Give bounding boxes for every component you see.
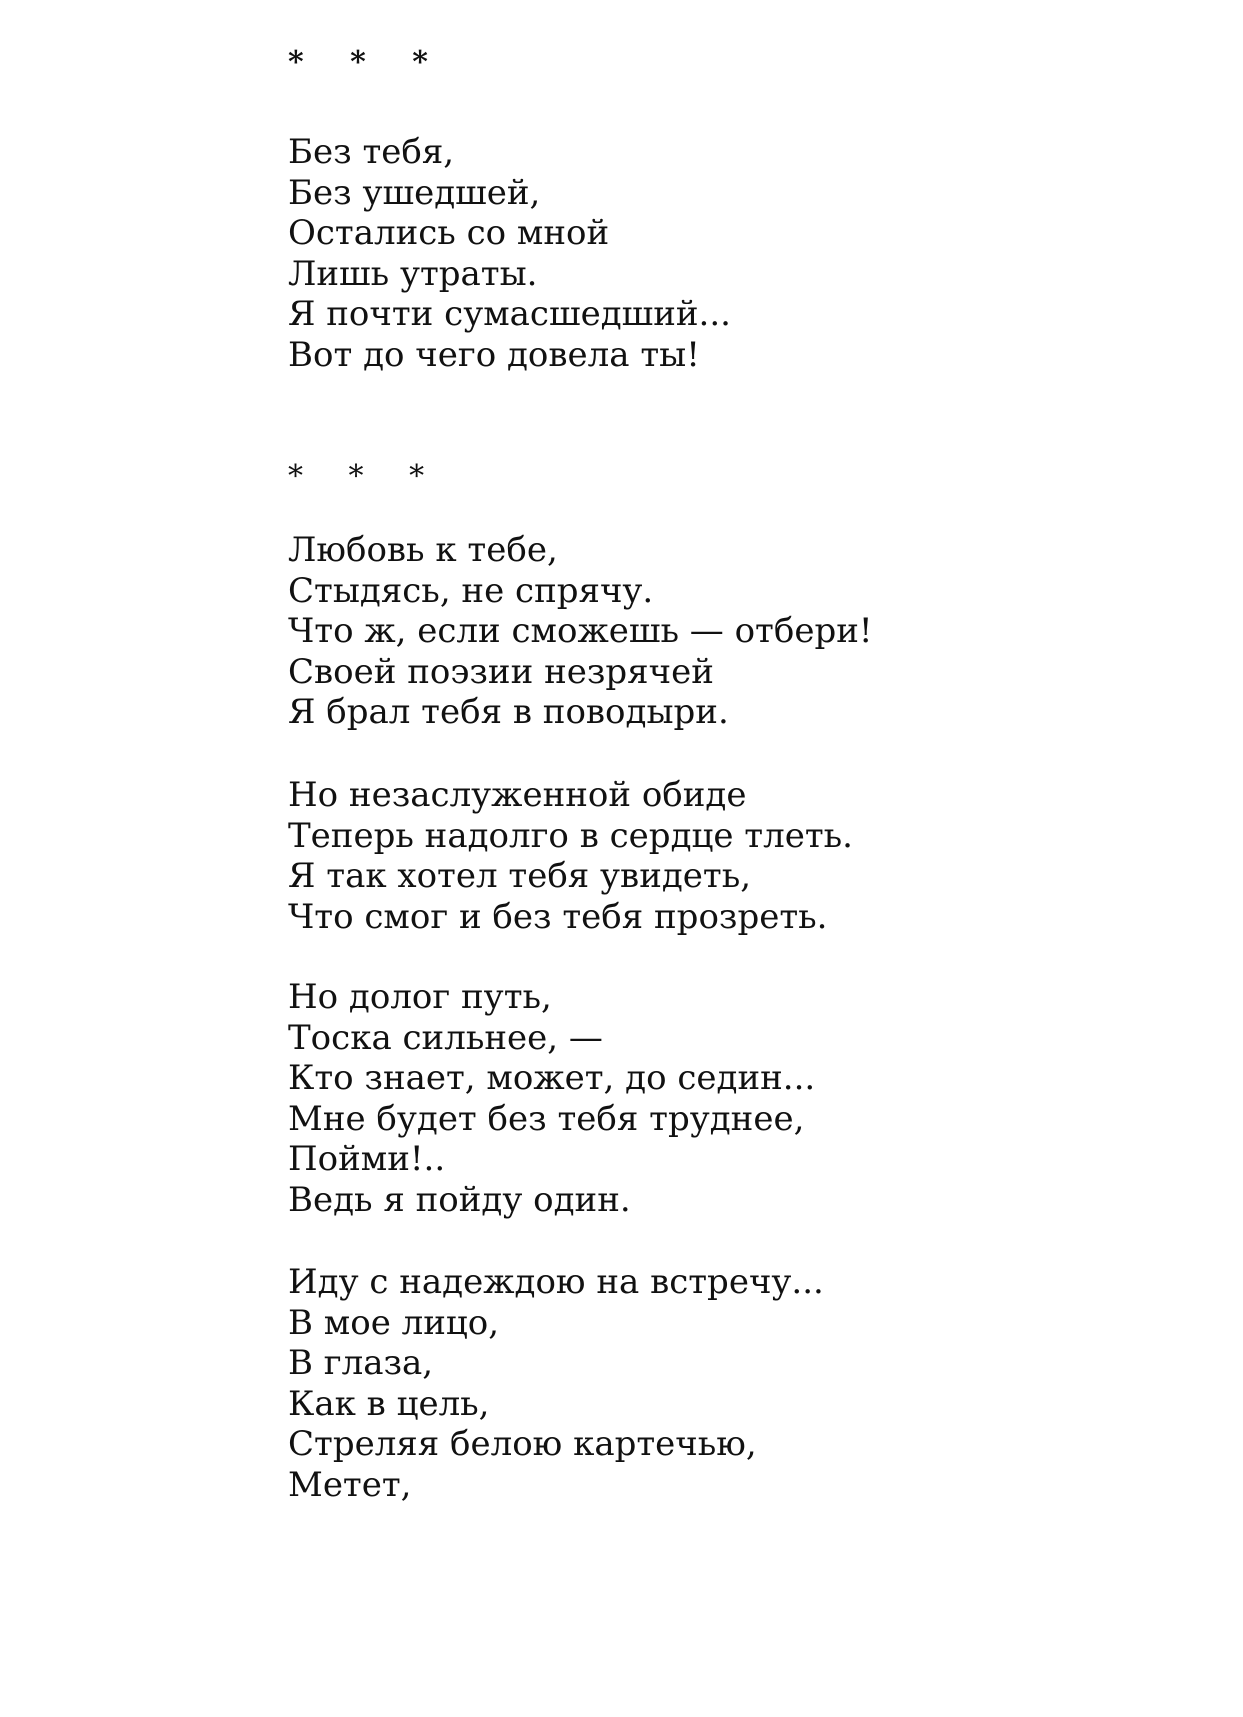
- verse-line: В глаза,: [288, 1343, 434, 1383]
- verse-line: Стыдясь, не спрячу.: [288, 570, 654, 611]
- verse-line: Лишь утраты.: [288, 253, 538, 294]
- verse-line: Теперь надолго в сердце тлеть.: [288, 815, 853, 856]
- verse-line: Но долог путь,: [288, 977, 552, 1017]
- poem-2-stanza-2: [288, 775, 853, 937]
- verse-line: Что ж, если сможешь — отбери!: [288, 611, 873, 651]
- poem-2-stanza-4: [288, 1262, 824, 1505]
- verse-line: В мое лицо,: [288, 1302, 500, 1343]
- verse-line: Своей поэзии незрячей: [288, 651, 714, 692]
- verse-line: Кто знает, может, до седин...: [288, 1058, 816, 1098]
- verse-line: Что смог и без тебя прозреть.: [288, 896, 828, 937]
- verse-line: Стреляя белою картечью,: [288, 1424, 757, 1464]
- verse-line: Мне будет без тебя труднее,: [288, 1098, 805, 1139]
- verse-line: Любовь к тебе,: [288, 530, 558, 570]
- verse-line: Без тебя,: [288, 132, 455, 172]
- verse-line: Я почти сумасшедший...: [288, 294, 731, 334]
- verse-line: Пойми!..: [288, 1139, 446, 1179]
- verse-line: Тоска сильнее, —: [288, 1017, 603, 1058]
- verse-line: Я брал тебя в поводыри.: [288, 692, 729, 732]
- verse-line: Но незаслуженной обиде: [288, 775, 747, 815]
- verse-line: Как в цель,: [288, 1383, 490, 1424]
- section-divider-1: * * *: [288, 45, 446, 80]
- poem-1-stanza: [288, 132, 731, 375]
- verse-line: Я так хотел тебя увидеть,: [288, 856, 752, 896]
- section-divider-2: * * *: [288, 459, 443, 494]
- poem-2-stanza-1: [288, 530, 873, 733]
- verse-line: Ведь я пойду один.: [288, 1179, 631, 1220]
- verse-line: Иду с надеждою на встречу...: [288, 1262, 824, 1302]
- verse-line: Остались со мной: [288, 213, 610, 253]
- verse-line: Метет,: [288, 1464, 412, 1505]
- verse-line: Без ушедшей,: [288, 172, 541, 213]
- verse-line: Вот до чего довела ты!: [288, 334, 700, 375]
- poem-2-stanza-3: [288, 977, 815, 1220]
